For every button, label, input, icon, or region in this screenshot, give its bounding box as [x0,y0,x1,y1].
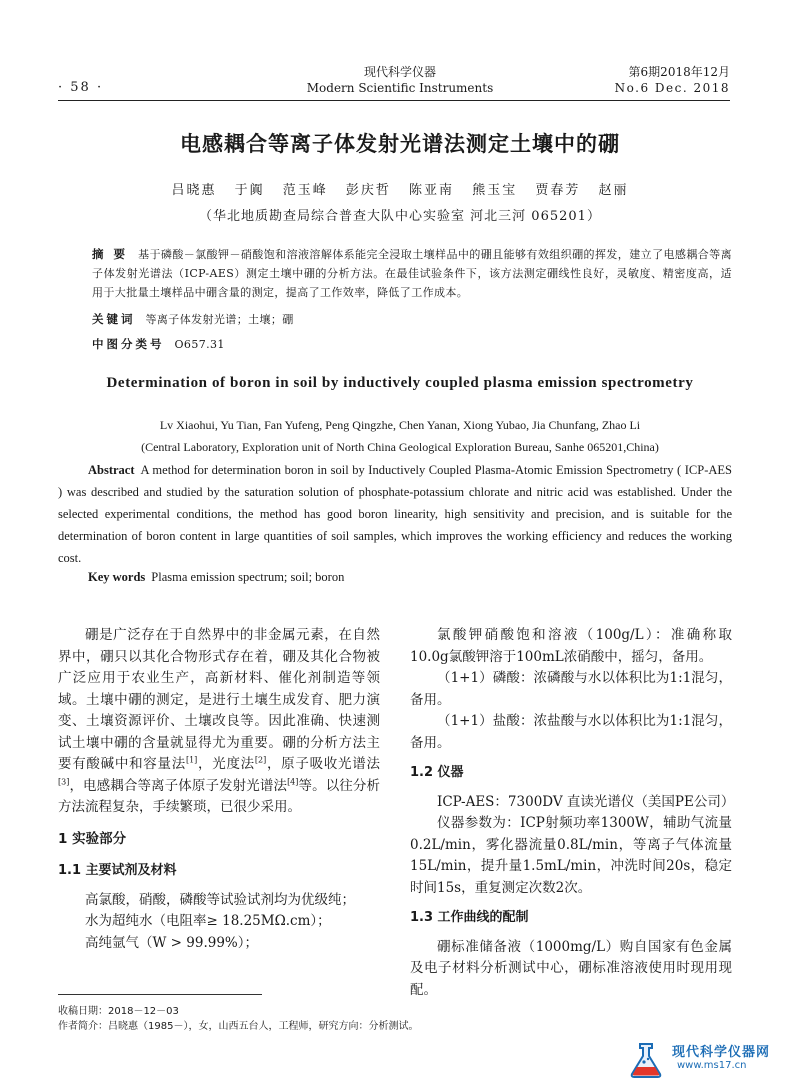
keywords-cn-label: 关键词 [92,312,136,326]
reagent-kclo3: 氯酸钾硝酸饱和溶液（100g/L）：准确称取10.0g氯酸钾溶于100mL浓硝酸中，摇匀，备用。 [410,627,732,665]
watermark-url: www.ms17.cn [677,1060,747,1071]
reagent-line-2: 水为超纯水（电阻率≥ 18.25MΩ.cm）； [85,913,331,929]
clc-number [92,335,732,354]
keywords-cn-text: 等离子体发射光谱；土壤；硼 [145,313,294,326]
citation-2: [2] [254,755,267,765]
header-divider [58,100,730,101]
section-heading-1-3: 1.3 工作曲线的配制 [410,910,529,925]
curve-paragraph: 硼标准储备液（1000mg/L）购自国家有色金属及电子材料分析测试中心，硼标准溶液使用时现用现配。 [410,938,732,998]
issue-en: No.6 Dec. 2018 [614,81,730,95]
watermark-text: 现代科学仪器网 [672,1045,771,1060]
intro-text-c: ，原子吸收光谱法 [266,756,380,772]
instrument-model: ICP-AES：7300DV 直读光谱仪（美国PE公司） [437,793,735,810]
journal-name-cn: 现代科学仪器 [363,65,436,79]
abstract-cn-text: 基于磷酸－氯酸钾－硝酸饱和溶液溶解体系能完全浸取土壤样品中的硼且能够有效组织硼的挥发，建立了电感耦合等离子体发射光谱法（ICP-AES）测定土壤中硼的分析方法。在最佳试验条件下，该方法测定硼线性良好，灵敏度、精密度高，适用于大批量土壤样品中硼含量的测定，提高了工作效率，降低了工作成本。 [92,248,732,299]
received-date: 收稿日期：2018－12－03 [58,1006,179,1017]
reagent-line-3: 高纯氩气（W > 99.99%）； [85,934,258,951]
affiliation-en: (Central Laboratory, Exploration unit of North China Geological Exploration Bureau, Sanhe 065201,China) [141,440,659,454]
intro-text-b: ，光度法 [197,756,255,772]
page-number: · 58 · [58,80,104,95]
journal-name-en: Modern Scientific Instruments [306,81,494,95]
keywords-cn [92,310,732,329]
abstract-en-text: A method for determination boron in soil by Inductively Coupled Plasma-Atomic Emission Spectrometry ( ICP-AES ) was described and studied by the saturation solution of phosphate-potassium chlorate and nitric acid was established. Under the selected experimental conditions, the method has good boron linearity, high sensitivity and precision, and is suitable for the determination of boron content in large quantities of soil samples, which improves the working efficiency and reduces the working cost. [58,463,732,565]
body-right-column [410,625,735,1001]
authors-en: Lv Xiaohui, Yu Tian, Fan Yufeng, Peng Qingzhe, Chen Yanan, Xiong Yubao, Jia Chunfang, Zhao Li [159,418,641,432]
reagent-hcl: （1+1）盐酸：浓盐酸与水以体积比为1:1混匀，备用。 [410,713,732,751]
body-left-column [58,625,380,954]
intro-text-a: 硼是广泛存在于自然界中的非金属元素，在自然界中，硼只以其化合物形式存在着，硼及其化合物被广泛应用于农业生产，高新材料、催化剂制造等领域。土壤中硼的测定，是进行土壤生成发育、肥力演变、土壤资源评价、土壤改良等。因此准确、快速测试土壤中硼的含量就显得尤为重要。硼的分析方法主要有酸碱中和容量法 [58,627,380,772]
intro-text-e: 等。以往分析方法流程复杂，手续繁琐，已很少采用。 [58,777,381,815]
section-heading-1: 1 实验部分 [58,830,127,847]
section-heading-1-2: 1.2 仪器 [410,765,464,780]
reagent-line-1: 高氯酸，硝酸，磷酸等试验试剂均为优级纯； [85,891,355,908]
intro-paragraph [58,625,380,819]
citation-1: [1] [185,755,198,765]
issue-info [615,64,730,96]
citation-4: [4] [287,777,299,786]
article-title-en: Determination of boron in soil by inductively coupled plasma emission spectrometry [106,375,694,391]
keywords-en-text: Plasma emission spectrum; soil; boron [151,570,345,584]
affiliation-cn: （华北地质勘查局综合普查大队中心实验室 河北三河 065201） [199,209,601,224]
issue-cn: 第6期2018年12月 [628,65,730,79]
intro-text-d: ，电感耦合等离子体原子发射光谱法 [69,777,288,794]
article-title-cn: 电感耦合等离子体发射光谱法测定土壤中的硼 [180,131,620,156]
instrument-params: 仪器参数为：ICP射频功率1300W，辅助气流量0.2L/min，雾化器流量0.8L/min，等离子气体流量15L/min，提升量1.5mL/min，冲洗时间20s，稳定时间15s，重复测定次数2次。 [410,815,732,896]
watermark [622,1040,792,1080]
keywords-en-label: Key words [88,570,146,584]
footnote-divider [58,994,262,995]
clc-value: O657.31 [174,338,225,351]
abstract-cn [92,245,732,302]
abstract-cn-label: 摘 要 [92,247,129,261]
section-heading-1-1: 1.1 主要试剂及材料 [58,863,177,878]
author-bio: 作者简介：吕晓惠（1985－），女，山西五台人，工程师，研究方向：分析测试。 [58,1021,419,1032]
citation-3: [3] [58,777,70,786]
clc-label: 中图分类号 [92,337,165,351]
reagent-phosphoric: （1+1）磷酸：浓磷酸与水以体积比为1:1混匀，备用。 [410,670,732,708]
authors-cn: 吕晓惠 于阗 范玉峰 彭庆哲 陈亚南 熊玉宝 贾春芳 赵丽 [171,183,629,198]
abstract-en [58,459,732,569]
lab-flask-logo-icon [624,1040,668,1080]
keywords-en [88,570,344,585]
abstract-en-label: Abstract [88,463,135,477]
